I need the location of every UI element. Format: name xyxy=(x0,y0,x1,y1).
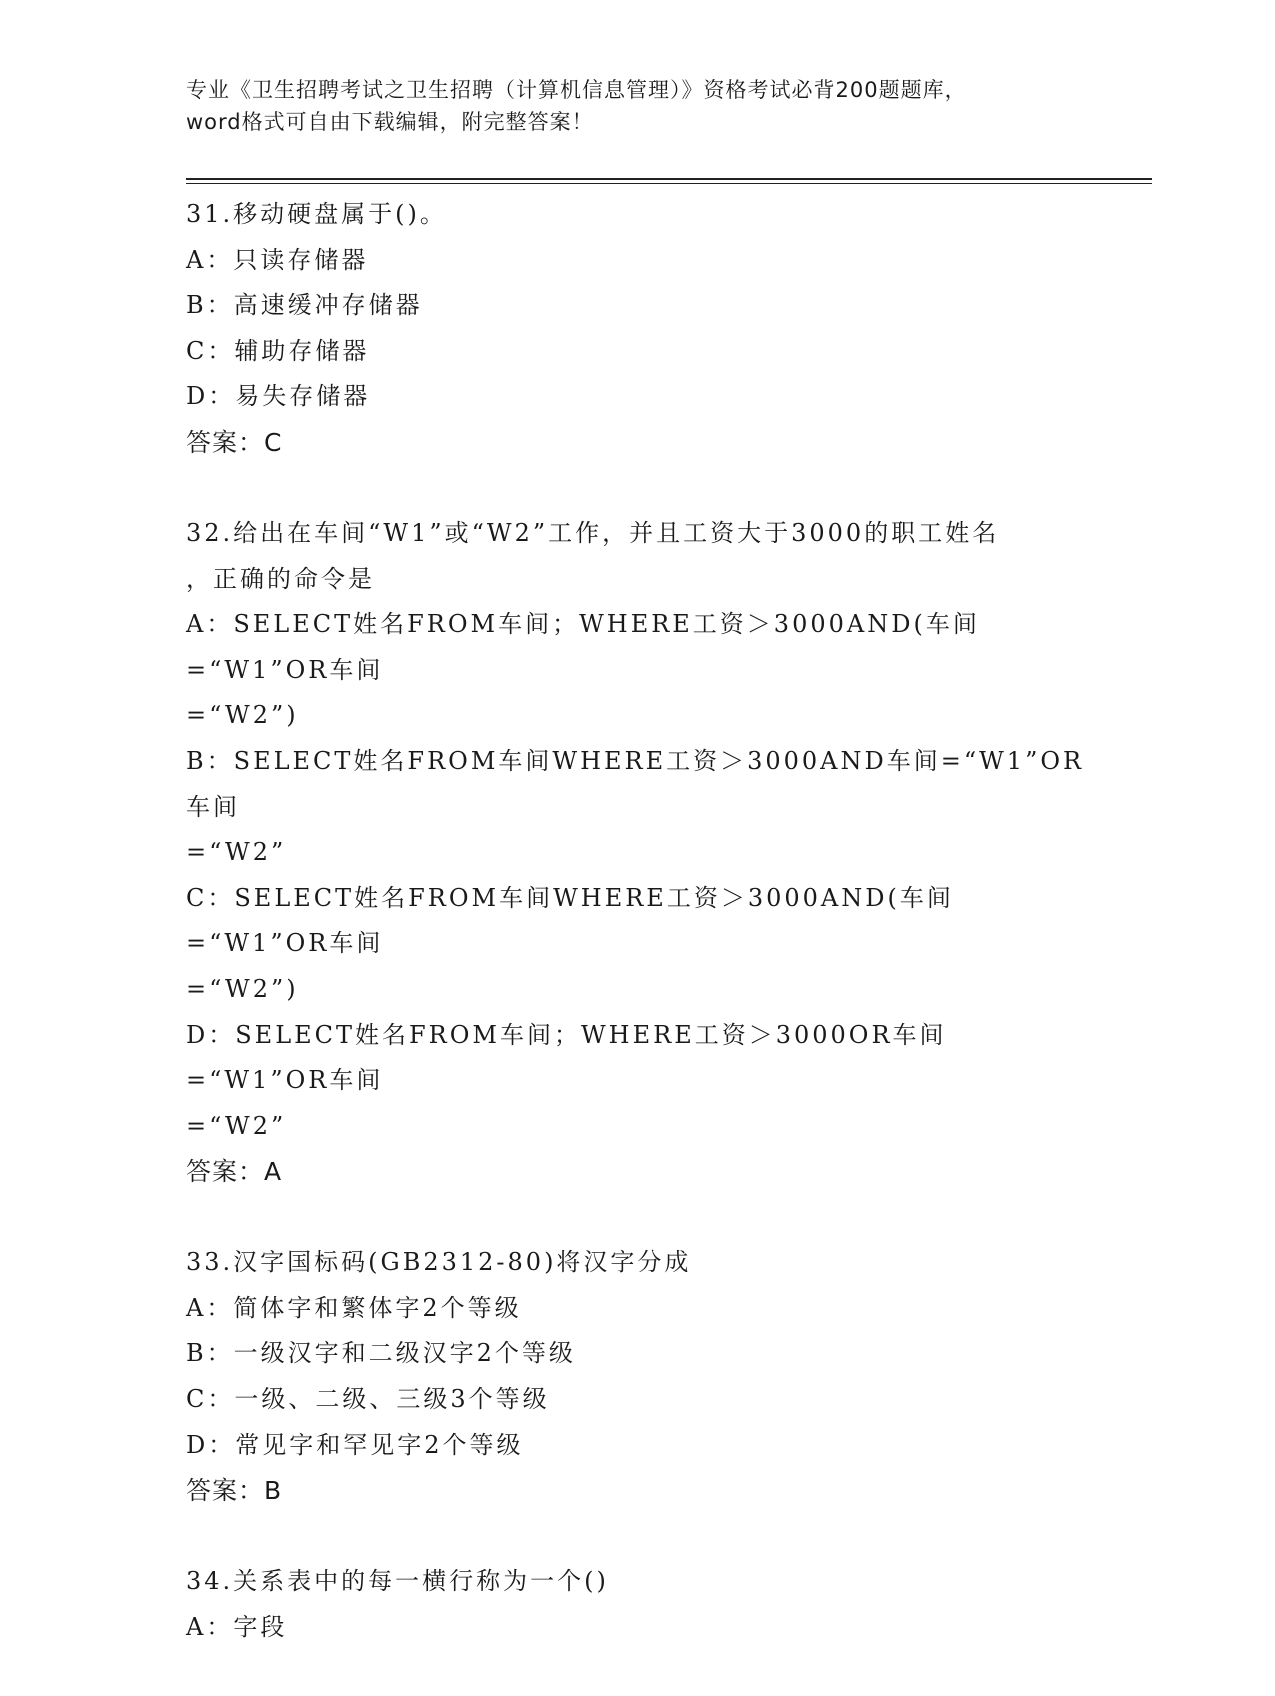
answer-label: 答案：C xyxy=(186,427,283,457)
option-a: A：字段 xyxy=(186,1612,288,1641)
header-line-1: 专业《卫生招聘考试之卫生招聘（计算机信息管理）》资格考试必背200题题库， xyxy=(186,78,967,102)
option-d: D：SELECT姓名FROM车间；WHERE工资＞3000OR车间=“W1”OR车间 xyxy=(186,1020,947,1095)
document-header xyxy=(186,74,1086,138)
question-stem: 34.关系表中的每一横行称为一个() xyxy=(186,1567,609,1596)
question-stem: 31.移动硬盘属于()。 xyxy=(186,200,447,228)
question-34 xyxy=(186,1559,1086,1650)
answer-label: 答案：A xyxy=(186,1157,283,1187)
header-divider xyxy=(186,178,1152,180)
header-divider-thin xyxy=(186,183,1152,184)
option-a-continued: =“W2”) xyxy=(186,701,299,730)
question-stem-continued: ，正确的命令是 xyxy=(186,564,375,593)
option-b: B：SELECT姓名FROM车间WHERE工资＞3000AND车间=“W1”OR车间 xyxy=(186,746,1085,821)
question-stem: 32.给出在车间“W1”或“W2”工作，并且工资大于3000的职工姓名 xyxy=(186,518,1000,547)
header-line-2: word格式可自由下载编辑，附完整答案！ xyxy=(186,110,594,134)
question-33 xyxy=(186,1240,1086,1513)
question-31 xyxy=(186,192,1086,465)
option-b: B：高速缓冲存储器 xyxy=(186,291,423,320)
option-a: A：只读存储器 xyxy=(186,245,369,274)
question-list xyxy=(186,192,1086,1696)
option-b: B：一级汉字和二级汉字2个等级 xyxy=(186,1339,576,1368)
option-d: D：常见字和罕见字2个等级 xyxy=(186,1430,524,1459)
option-c: C：SELECT姓名FROM车间WHERE工资＞3000AND(车间=“W1”OR车间 xyxy=(186,883,954,958)
option-b-continued: =“W2” xyxy=(186,838,287,867)
option-c-continued: =“W2”) xyxy=(186,974,299,1003)
option-a: A：简体字和繁体字2个等级 xyxy=(186,1293,522,1322)
answer-label: 答案：B xyxy=(186,1476,283,1506)
option-c: C：辅助存储器 xyxy=(186,336,370,365)
question-stem: 33.汉字国标码(GB2312-80)将汉字分成 xyxy=(186,1248,692,1277)
option-d-continued: =“W2” xyxy=(186,1111,287,1140)
option-d: D：易失存储器 xyxy=(186,382,371,411)
option-a: A：SELECT姓名FROM车间；WHERE工资＞3000AND(车间=“W1”OR车间 xyxy=(186,610,980,684)
option-c: C：一级、二级、三级3个等级 xyxy=(186,1385,550,1414)
question-32 xyxy=(186,511,1086,1194)
